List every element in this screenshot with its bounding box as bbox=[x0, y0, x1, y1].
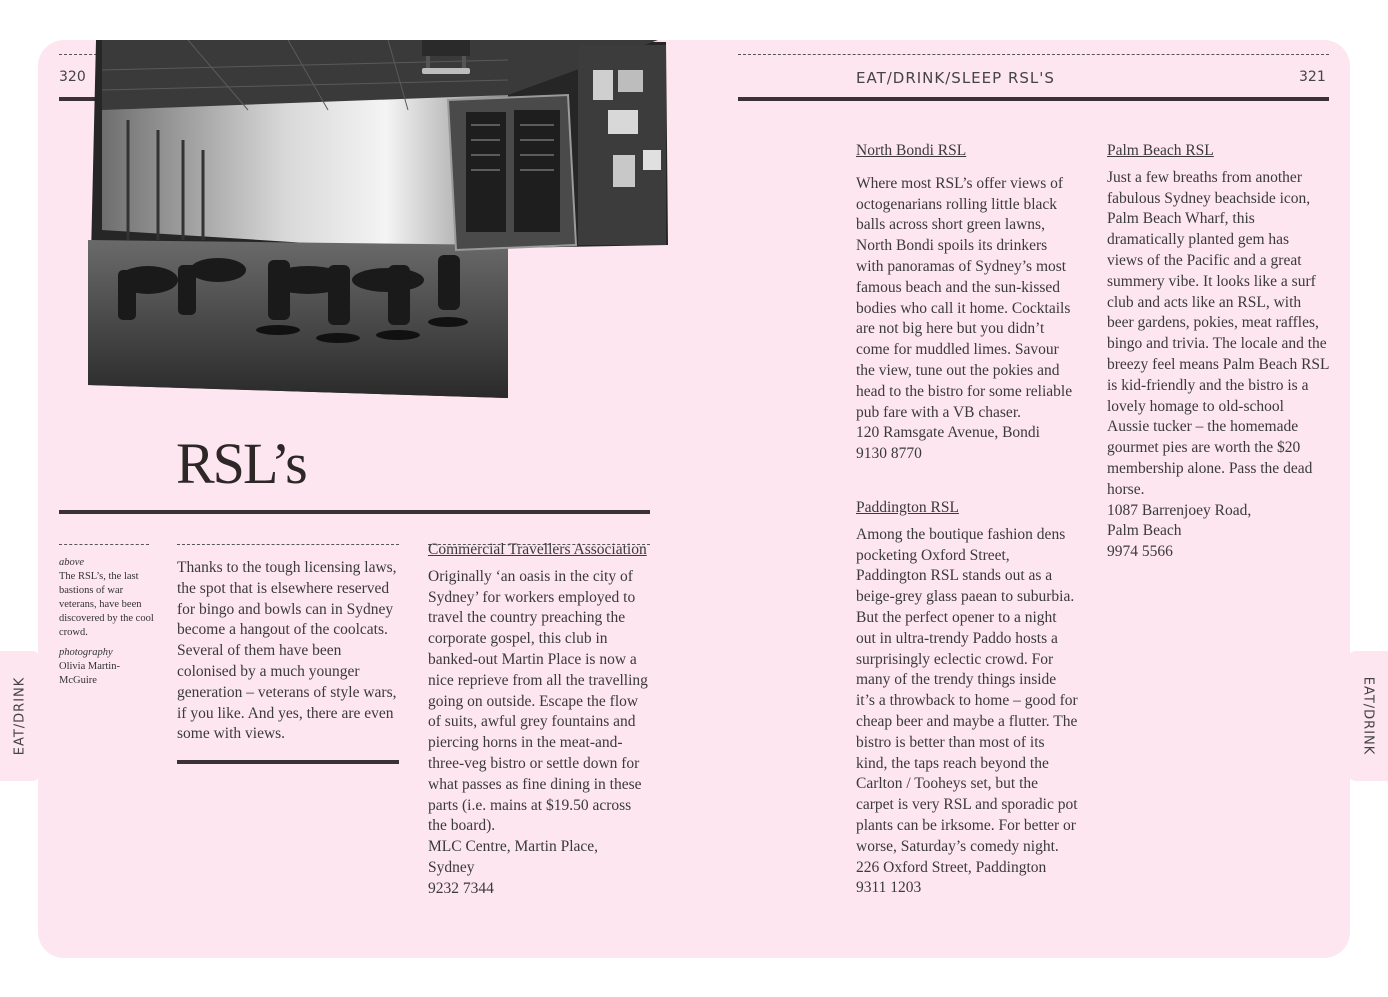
venue-address: 226 Oxford Street, Paddington bbox=[856, 858, 1047, 876]
venue-address: 1087 Barrenjoey Road, bbox=[1107, 501, 1252, 519]
venue-phone: 9974 5566 bbox=[1107, 543, 1173, 561]
venue-name: North Bondi RSL bbox=[856, 142, 967, 159]
caption-photo-credit: Olivia Martin-McGuire bbox=[59, 661, 120, 686]
intro-rule bbox=[177, 760, 399, 764]
venue-name: Palm Beach RSL bbox=[1107, 142, 1214, 159]
title-rule bbox=[59, 510, 650, 514]
rsl-interior-photo bbox=[88, 40, 668, 400]
venue-phone: 9311 1203 bbox=[856, 879, 922, 897]
venue-description: Among the boutique fashion dens pocketing Oxford Street, Paddington RSL stands out as a beige-grey glass paean to suburbia. But the perfect opener to a night out in ultra-trendy Paddo hosts a surprisingly eclectic crowd. For many of the trendy things inside it’s a throwback to home – good for cheap beer and maybe a flutter. The bistro is better than most of its kind, the taps reach beyond the Carlton / Tooheys set, but the carpet is very RSL and sporadic pot plants can be irksome. For better or worse, Saturday’s comedy night. bbox=[856, 525, 1078, 855]
venue-paddington bbox=[856, 498, 1078, 899]
side-tab-left bbox=[0, 651, 40, 781]
page-number-left: 320 bbox=[59, 69, 86, 85]
header-rule-right bbox=[738, 97, 1329, 101]
binder-clip-icon bbox=[420, 40, 472, 76]
running-head: EAT/DRINK/SLEEP RSL'S bbox=[856, 69, 1055, 87]
caption-above-text: The RSL’s, the last bastions of war veterans, have been discovered by the cool crowd. bbox=[59, 571, 154, 638]
venue-name: Commercial Travellers Association bbox=[428, 541, 647, 558]
venue-address: MLC Centre, Martin Place, bbox=[428, 838, 599, 856]
venue-north-bondi bbox=[856, 141, 1078, 465]
caption-above-label: above bbox=[59, 557, 85, 568]
side-tab-label: EAT/DRINK bbox=[12, 676, 28, 756]
photo-caption bbox=[59, 556, 154, 688]
venue-phone: 9130 8770 bbox=[856, 445, 922, 463]
intro-dashed-rule bbox=[177, 544, 399, 545]
page-title: RSL’s bbox=[176, 431, 306, 496]
venue-description: Originally ‘an oasis in the city of Sydney’ for workers employed to travel the country preaching the corporate gospel, this club in banked-out Martin Place is now a nice reprieve from all the travelling going on outside. Escape the flow of suits, awful grey fountains and piercing horns in the meat-and-three-veg bistro or settle down for what passes as fine dining in these parts (i.e. mains at $19.50 across the board). bbox=[428, 567, 648, 835]
venue-commercial-travellers bbox=[428, 540, 653, 900]
page-number-right: 321 bbox=[1299, 69, 1326, 85]
venue-address: 120 Ramsgate Avenue, Bondi bbox=[856, 424, 1040, 442]
side-tab-right bbox=[1348, 651, 1388, 781]
venue-name: Paddington RSL bbox=[856, 499, 959, 516]
venue-address-line-2: Palm Beach bbox=[1107, 522, 1182, 540]
caption-dashed-rule bbox=[59, 544, 149, 545]
side-tab-label: EAT/DRINK bbox=[1360, 676, 1376, 756]
venue-palm-beach bbox=[1107, 141, 1329, 563]
intro-text: Thanks to the tough licensing laws, the spot that is elsewhere reserved for bingo and bowls can in Sydney become a hangout of the coolcats. Several of them have been colonised by a much younger generation – veterans of style wars, if you like. And yes, there are even some with views. bbox=[177, 559, 397, 743]
header-dashed-rule bbox=[738, 54, 1329, 55]
venue-description: Where most RSL’s offer views of octogenarians rolling little black balls across short green lawns, North Bondi spoils its drinkers with panoramas of Sydney’s most famous beach and the sun-kissed bodies who call it home. Cocktails are not big here but you didn’t come for muddled limes. Savour the view, tune out the pokies and head to the bistro for some reliable pub fare with a VB chaser. bbox=[856, 174, 1073, 421]
caption-photo-label: photography bbox=[59, 647, 113, 658]
venue-description: Just a few breaths from another fabulous Sydney beachside icon, Palm Beach Wharf, this dramatically planted gem has views of the Pacific and a great summery vibe. It looks like a surf club and acts like an RSL, with beer gardens, pokies, meat raffles, bingo and trivia. The locale and the breezy feel means Palm Beach RSL is kid-friendly and the bistro is a lovely homage to old-school Aussie tucker – the homemade gourmet pies are worth the $20 membership alone. Pass the dead horse. bbox=[1107, 168, 1329, 498]
intro-column bbox=[177, 558, 402, 745]
venue-address-line-2: Sydney bbox=[428, 858, 475, 876]
venue-phone: 9232 7344 bbox=[428, 879, 494, 897]
